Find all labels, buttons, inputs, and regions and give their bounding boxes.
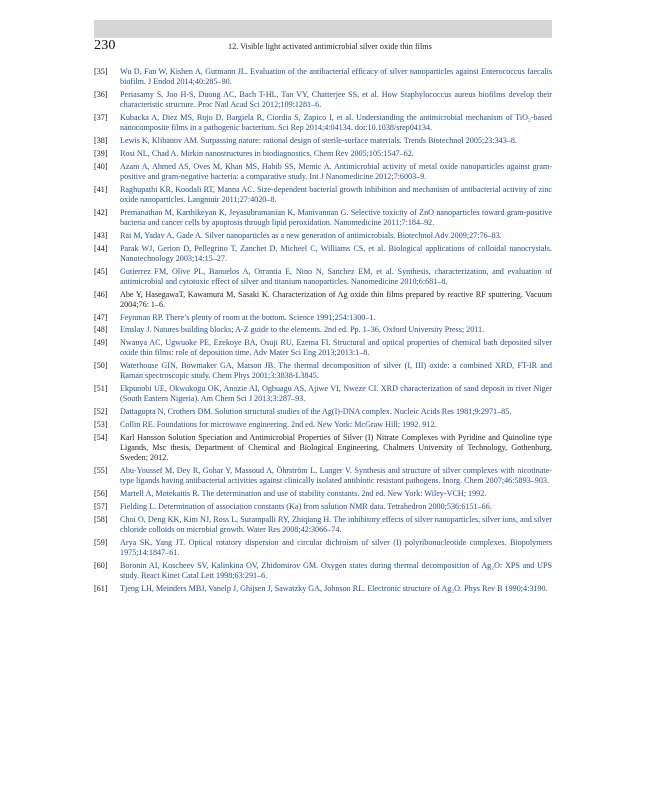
reference-entry <box>94 433 552 463</box>
reference-text[interactable]: Dattagupta N, Crothers DM. Solution structural studies of the Ag(I)-DNA complex. Nucleic Acids Res 1981;9:2971–85. <box>120 407 512 417</box>
reference-entry <box>94 113 552 133</box>
reference-number: [57] <box>94 501 108 511</box>
reference-entry <box>94 420 552 430</box>
reference-entry <box>94 325 552 335</box>
reference-text: Abe Y, HasegawaT, Kawamura M, Sasaki K. Characterization of Ag oxide thin films prepared by reactive RF sputtering. Vacuum 2004;76: 1–6. <box>120 289 552 309</box>
reference-number: [40] <box>94 161 108 171</box>
reference-number: [61] <box>94 583 108 593</box>
reference-text[interactable]: Rai M, Yadav A, Gade A. Silver nanoparticles as a new generation of antimicrobials. Biotechnol Adv 2009;27:76–83. <box>120 230 502 240</box>
reference-text[interactable]: Fielding L. Determination of association constants (Ka) from solution NMR data. Tetrahedron 2000;536:6151–66. <box>120 501 492 511</box>
reference-text[interactable]: Lewis K, Klibanov AM. Surpassing nature: rational design of sterile-surface materials. Trends Biotechnol 2005;23:343–8. <box>120 136 517 145</box>
reference-entry <box>94 338 552 358</box>
reference-text[interactable]: Waterhouse GIN, Bowmaker GA, Matson JB. The thermal decomposition of silver (I, III) oxide: a combined XRD, FT-IR and Raman spectroscopic study. Chem Phys 2001;3:3838-L3845. <box>120 361 552 381</box>
reference-entry <box>94 149 552 159</box>
reference-number: [56] <box>94 489 108 499</box>
reference-entry <box>94 407 552 417</box>
reference-entry <box>94 244 552 264</box>
reference-entry <box>94 67 552 87</box>
reference-text[interactable]: Arya SK, Yang JT. Optical rotatory dispersion and circular dichroism of silver (I) polyribonucleotide complexes. Biopolymers 1975;14:1847–61. <box>120 537 552 557</box>
reference-number: [37] <box>94 113 108 122</box>
reference-number: [52] <box>94 407 108 417</box>
page-number: 230 <box>94 38 116 53</box>
reference-number: [55] <box>94 466 108 476</box>
reference-text[interactable]: Raghupathi KR, Koodali RT, Manna AC. Size-dependent bacterial growth inhibition and mechanism of antibacterial activity of zinc oxide nanoparticles. Langmuir 2011;27:4020–8. <box>120 184 552 204</box>
reference-text[interactable]: Martell A, Motekaitis R. The determination and use of stability constants. 2nd ed. New York: Wiley-VCH; 1992. <box>120 489 487 499</box>
reference-number: [48] <box>94 325 108 335</box>
reference-text[interactable]: Feynman RP. There’s plenty of room at the bottom. Science 1991;254:1300–1. <box>120 312 376 322</box>
reference-text[interactable]: Gutierrez FM, Olive PL, Banuelos A, Orrantia E, Nino N, Sanchez EM, et al. Synthesis, characterization, and evaluation of antimicrobial and cytotoxic effect of silver and titanium nanoparticles. Nanomedicine 2010;6:681–8. <box>120 266 552 286</box>
reference-list <box>94 67 552 597</box>
reference-number: [51] <box>94 384 108 394</box>
reference-number: [39] <box>94 148 108 158</box>
reference-entry <box>94 515 552 535</box>
reference-text[interactable]: Abu-Youssef M, Dey R, Gohar Y, Massoud A, Öhrström L, Langer V. Synthesis and structure of silver complexes with nicotinate-type ligands having antibacterial activities against clinically isolated antibiotic resistant pathogens. Inorg. Chem 2007;46:5893–903. <box>120 466 552 486</box>
reference-entry <box>94 162 552 182</box>
reference-number: [36] <box>94 90 108 99</box>
reference-entry <box>94 489 552 499</box>
reference-number: [44] <box>94 243 108 253</box>
reference-number: [50] <box>94 361 108 371</box>
reference-number: [38] <box>94 136 108 145</box>
reference-text[interactable]: Rosi NL, Chad A. Mirkin nanostructures in biodiagnostics. Chem Rev 2005;105:1547–62. <box>120 148 414 158</box>
reference-number: [41] <box>94 184 108 194</box>
reference-text[interactable]: Azam A, Ahmed AS, Oves M, Khan MS, Habib SS, Memic A. Antimicrobial activity of metal oxide nanoparticles against gram-positive and gram-negative bacteria: a comparative study. Int J Nanomedicine 2012;7:6003–9. <box>120 161 552 181</box>
reference-entry <box>94 466 552 486</box>
reference-entry <box>94 185 552 205</box>
reference-number: [47] <box>94 312 108 322</box>
running-title: 12. Visible light activated antimicrobial silver oxide thin films <box>228 42 432 51</box>
reference-number: [46] <box>94 289 108 299</box>
reference-entry <box>94 136 552 146</box>
reference-text[interactable]: Periasamy S, Joo H-S, Duong AC, Bach T-HL, Tan VY, Chatterjee SS, et al. How Staphylococcus aureus biofilms develop their characteristic structure. Proc Natl Acad Sci 2012;109:1281–6. <box>120 90 552 110</box>
reference-entry <box>94 231 552 241</box>
reference-number: [53] <box>94 420 108 430</box>
reference-number: [54] <box>94 432 108 442</box>
reference-number: [59] <box>94 537 108 547</box>
reference-text[interactable]: Wu D, Fan W, Kishen A, Gutmann JL. Evaluation of the antibacterial efficacy of silver nanoparticles against Enterococcus faecalis biofilm. J Endod 2014;40:285–90. <box>120 67 552 87</box>
reference-entry <box>94 208 552 228</box>
reference-text[interactable]: Kubacka A, Diez MS, Rojo D, Bargiela R, Ciordia S, Zapico I, et al. Understanding the antimicrobial mechanism of TiO₂-based nanocomposite films in a pathogenic bacterium. Sci Rep 2014;4:04134. doi:10.1038/srep04134. <box>120 113 552 133</box>
reference-entry <box>94 584 552 594</box>
reference-text[interactable]: Tjeng LH, Meinders MBJ, Vanelp J, Ghijsen J, Sawatzky GA, Johnson RL. Electronic structure of Ag₂O. Phys Rev B 1990;4:3190. <box>120 583 548 593</box>
reference-number: [60] <box>94 560 108 570</box>
reference-text[interactable]: Parak WJ, Gerion D, Pellegrino T, Zanchet D, Micheel C, Williams CS, et al. Biological applications of colloidal nanocrystals. Nanotechnology 2003;14:15–27. <box>120 243 552 263</box>
reference-text[interactable]: Ekpunobi UE, Okwukogu OK, Anozie AI, Ogbuagu AS, Ajiwe VI, Nweze CI. XRD characterization of sand deposit in river Niger (South Eastern Nigeria). Am Chem Sci J 2013;3:287–93. <box>120 384 552 404</box>
reference-text[interactable]: Collin RE. Foundations for microwave engineering. 2nd ed. New York: McGraw Hill; 1992. 912. <box>120 420 437 430</box>
reference-entry <box>94 290 552 310</box>
reference-entry <box>94 384 552 404</box>
reference-number: [45] <box>94 266 108 276</box>
reference-text[interactable]: Choi O, Deng KK, Kim NJ, Ross L, Surampalli RY, Zhiqiang H. The inhibitory effects of silver nanoparticles, silver ions, and silver chloride colloids on microbial growth. Water Res 2008;42:3066–74. <box>120 514 552 534</box>
reference-entry <box>94 267 552 287</box>
reference-text[interactable]: Nwanya AC, Ugwuoke PE, Ezekoye BA, Osuji RU, Ezema FI. Structural and optical properties of chemical bath deposited silver oxide thin films: role of deposition time. Adv Mater Sci Eng 2013;2013:1–8. <box>120 338 552 358</box>
reference-entry <box>94 561 552 581</box>
reference-entry <box>94 90 552 110</box>
reference-number: [43] <box>94 230 108 240</box>
reference-entry <box>94 313 552 323</box>
reference-text: Karl Hansson Solution Speciation and Antimicrobial Properties of Silver (I) Nitrate Complexes with Pyridine and Quinoline type Ligands, Msc thesis, Department of Chemical and Biological Engineering, Chalmers University of Technology, Gothenburg, Sweden; 2012. <box>120 432 552 463</box>
reference-number: [58] <box>94 514 108 524</box>
reference-entry <box>94 361 552 381</box>
reference-entry <box>94 502 552 512</box>
reference-number: [35] <box>94 67 108 76</box>
reference-text[interactable]: Premanathan M, Karthikeyan K, Jeyasubramanian K, Manivannan G. Selective toxicity of ZnO nanoparticles toward gram-positive bacteria and cancer cells by apoptosis through lipid peroxidation. Nanomedicine 2011;7:184–92. <box>120 207 552 227</box>
reference-entry <box>94 538 552 558</box>
reference-text[interactable]: Emslay J. Natures building blocks; A-Z guide to the elements. 2nd ed. Pp. 1–36, Oxford University Press; 2011. <box>120 325 485 335</box>
reference-number: [49] <box>94 338 108 348</box>
reference-number: [42] <box>94 207 108 217</box>
reference-text[interactable]: Boronin AI, Koscheev SV, Kalinkina OV, Zhidomirov GM. Oxygen states during thermal decomposition of Ag₂O: XPS and UPS study. React Kinet Catal Lett 1998;63:291–6. <box>120 560 552 580</box>
header-band <box>94 20 552 38</box>
